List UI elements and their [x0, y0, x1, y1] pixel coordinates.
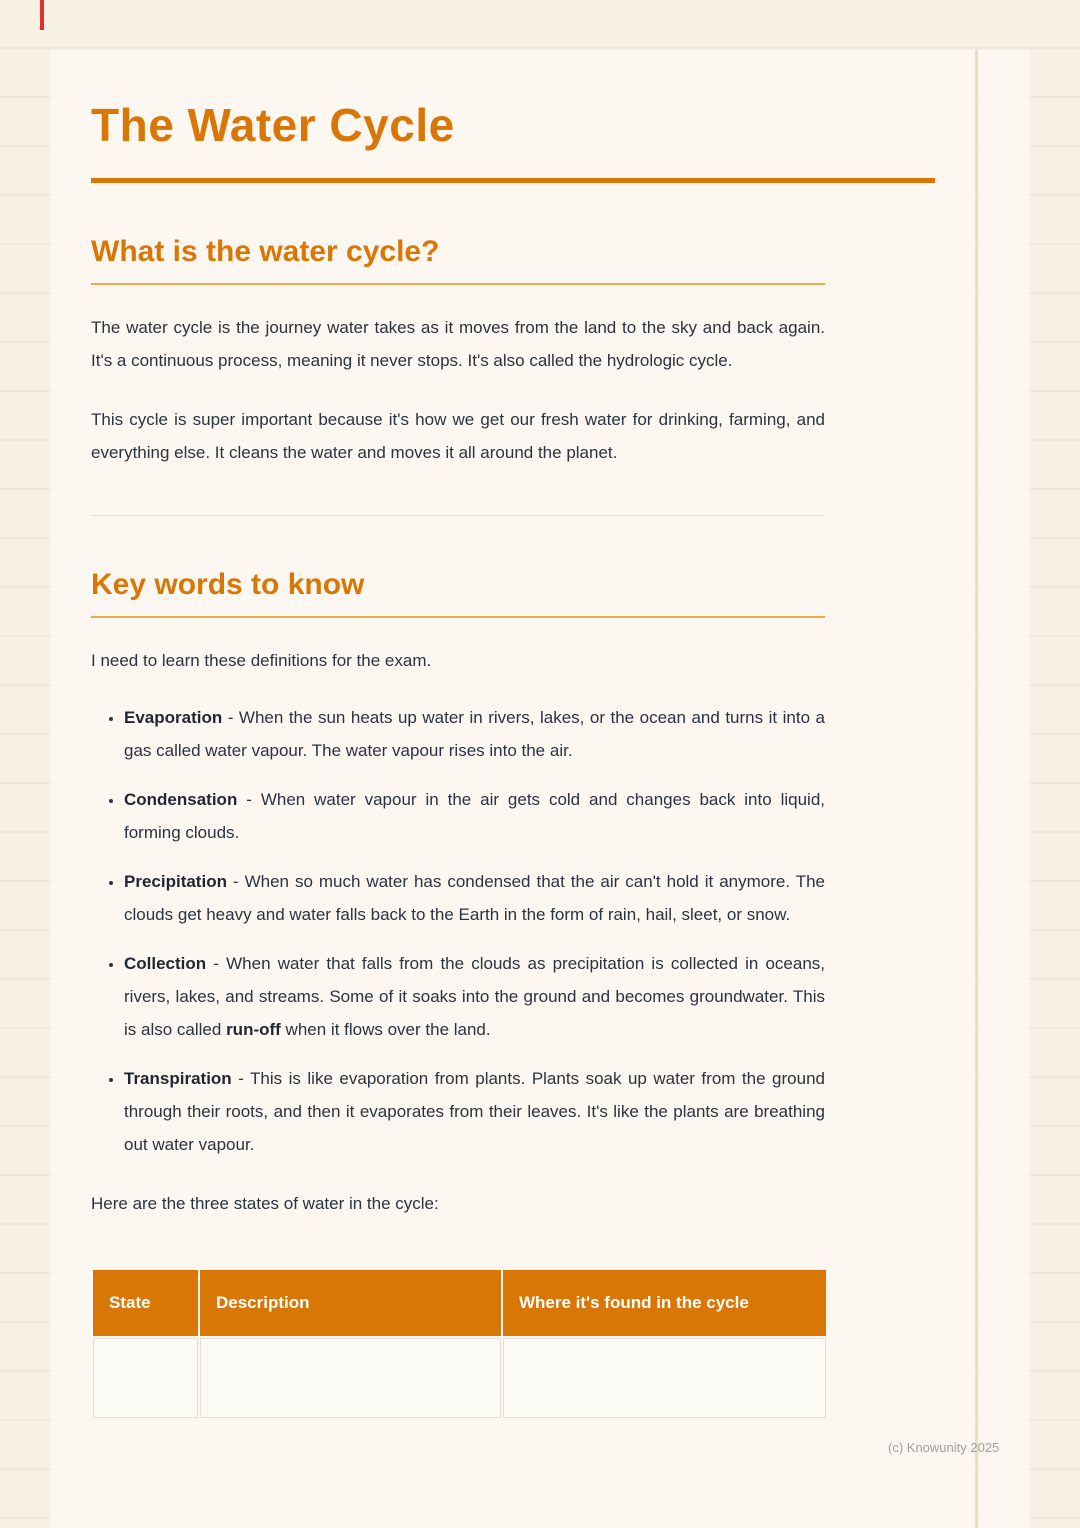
term-separator: - — [226, 872, 245, 891]
title-underline-rule — [91, 178, 935, 183]
term-separator: - — [237, 790, 261, 809]
list-item-evaporation — [124, 701, 825, 767]
term-label: Condensation — [124, 790, 238, 809]
column-header-state: State — [93, 1270, 198, 1336]
inline-bold-run-off: run-off — [226, 1020, 281, 1039]
section-heading-key-words: Key words to know — [91, 568, 365, 601]
definition-text: when it flows over the land. — [280, 1020, 491, 1039]
notebook-margin-line — [975, 50, 978, 1528]
term-separator: - — [206, 954, 227, 973]
definition-text: This is like evaporation from plants. Plants soak up water from the ground through their roots, and then it evaporates from their leaves. It's like the plants are breathing out water vapour. — [124, 1069, 825, 1154]
notes-paper — [50, 50, 1030, 1528]
table-cell — [93, 1338, 198, 1418]
term-label: Precipitation — [124, 872, 227, 891]
column-header-description: Description — [200, 1270, 501, 1336]
table-header-row — [93, 1270, 826, 1336]
column-header-where-found: Where it's found in the cycle — [503, 1270, 826, 1336]
list-item-collection — [124, 947, 825, 1046]
paragraph-definitions-intro: I need to learn these definitions for the exam. — [91, 651, 432, 670]
term-label: Collection — [124, 954, 207, 973]
term-label: Evaporation — [124, 708, 223, 727]
section-underline-rule — [91, 283, 825, 285]
section-divider — [91, 515, 825, 516]
paragraph-water-cycle-importance: This cycle is super important because it's how we get our fresh water for drinking, farming, and everything else. It cleans the water and moves it all around the planet. — [91, 410, 825, 462]
document-content — [91, 50, 935, 1420]
list-item-condensation — [124, 783, 825, 849]
red-margin-tick — [40, 0, 44, 30]
states-of-water-table — [91, 1268, 828, 1420]
section-underline-rule — [91, 616, 825, 618]
table-row — [93, 1338, 826, 1418]
paragraph-states-intro: Here are the three states of water in the cycle: — [91, 1194, 439, 1213]
term-separator: - — [231, 1069, 251, 1088]
list-item-precipitation — [124, 865, 825, 931]
page-title: The Water Cycle — [91, 99, 455, 151]
list-item-transpiration — [124, 1062, 825, 1161]
term-separator: - — [222, 708, 239, 727]
section-heading-what-is-the-water-cycle: What is the water cycle? — [91, 235, 440, 268]
definition-text: When the sun heats up water in rivers, lakes, or the ocean and turns it into a gas called water vapour. The water vapour rises into the air. — [124, 708, 826, 760]
definitions-list — [91, 701, 825, 1161]
table-cell — [200, 1338, 501, 1418]
paragraph-water-cycle-definition: The water cycle is the journey water takes as it moves from the land to the sky and back again. It's a continuous process, meaning it never stops. It's also called the hydrologic cycle. — [91, 318, 825, 370]
definition-text: When water vapour in the air gets cold and changes back into liquid, forming clouds. — [124, 790, 825, 842]
definition-text: When water that falls from the clouds as precipitation is collected in oceans, rivers, lakes, and streams. Some of it soaks into the ground and becomes groundwater. This is also called — [124, 954, 825, 1039]
definition-text: When so much water has condensed that the air can't hold it anymore. The clouds get heavy and water falls back to the Earth in the form of rain, hail, sleet, or snow. — [124, 872, 826, 924]
table-cell — [503, 1338, 826, 1418]
watermark-credit: (c) Knowunity 2025 — [888, 1440, 1000, 1455]
term-label: Transpiration — [124, 1069, 232, 1088]
